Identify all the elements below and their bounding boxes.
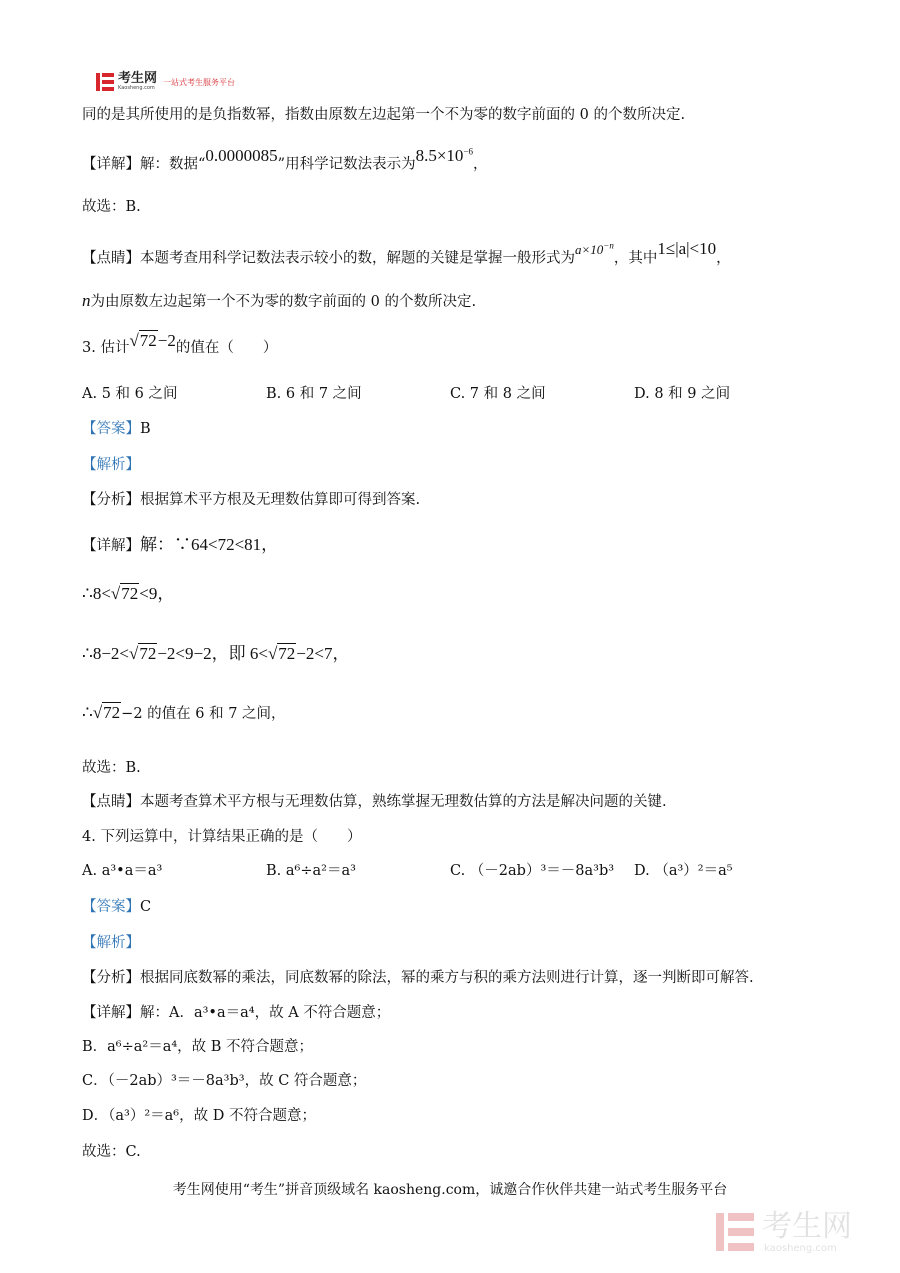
q3-stem: 3. 估计√72−2的值在（ ） (82, 331, 278, 356)
q4-choose: 故选：C. (82, 1144, 141, 1160)
q3-analysis-label: 【解析】 (82, 457, 140, 473)
q2-detail: 【详解】解：数据“0.0000085”用科学记数法表示为$8.5\times 10^{-6}$， (82, 145, 488, 173)
q4-option-a: A. a³•a＝a³ (82, 863, 163, 879)
q4-detail-a: 【详解】解：A．a³•a＝a⁴，故 A 不符合题意； (82, 1005, 391, 1021)
q4-option-b: B. a⁶÷a²＝a³ (266, 863, 356, 879)
logo-icon (96, 73, 114, 91)
radicand: 72 (139, 331, 157, 350)
watermark (716, 1204, 886, 1260)
q4-answer: 【答案】C (82, 899, 152, 915)
q2-line1: 同的是其所使用的是负指数幂，指数由原数左边起第一个不为零的数字前面的 0 的个数所决定. (82, 107, 686, 123)
logo-domain: Kaosheng.com (118, 85, 155, 91)
q3-step3: ∴√72−2 的值在 6 和 7 之间， (82, 703, 286, 722)
q3-step1: ∴8<√72<9， (82, 584, 175, 603)
answer-label: 【答案】 (82, 421, 140, 437)
sci-notation: 8.5×10 (415, 145, 464, 165)
q2-choose: 故选：B. (82, 199, 141, 215)
q4-detail-b: B．a⁶÷a²＝a⁴，故 B 不符合题意； (82, 1039, 314, 1055)
q4-detail-d: D．（a³）²＝a⁶，故 D 不符合题意； (82, 1108, 316, 1124)
q4-option-d: D. （a³）²＝a⁵ (634, 863, 733, 879)
q3-detail: 【详解】解：∵64<72<81， (82, 535, 279, 554)
q4-option-c: C. （－2ab）³＝－8a³b³ (450, 863, 615, 879)
q3-option-c: C. 7 和 8 之间 (450, 386, 546, 402)
detail-label: 【详解】 (82, 156, 140, 173)
answer-value: B (140, 421, 151, 437)
q3-option-a: A. 5 和 6 之间 (82, 386, 178, 402)
q3-answer (82, 418, 151, 440)
q4-detail-c: C．（－2ab）³＝－8a³b³，故 C 符合题意； (82, 1073, 367, 1089)
range-expression: 1≤|a|<10 (657, 239, 717, 259)
watermark-logo-icon (716, 1213, 754, 1251)
variable-n: n (82, 291, 91, 310)
logo-slogan: 一站式考生服务平台 (163, 77, 236, 87)
header-logo (96, 70, 235, 94)
sci-exponent: −6 (463, 146, 474, 156)
detail-text-a: 解：数据“ (140, 156, 206, 173)
q3-step2: ∴8−2<√72−2<9−2，即 6<√72−2<7， (82, 644, 350, 663)
comment-label: 【点睛】 (82, 250, 140, 267)
q4-stem: 4. 下列运算中，计算结果正确的是（ ） (82, 829, 362, 845)
q4-fenxi: 【分析】根据同底数幂的乘法，同底数幂的除法，幂的乘方与积的乘方法则进行计算，逐一判断即可解答. (82, 970, 754, 986)
q3-choose: 故选：B. (82, 760, 141, 776)
detail-text-b: ”用科学记数法表示为 (277, 156, 416, 173)
q3-option-d: D. 8 和 9 之间 (634, 386, 731, 402)
detail-number: 0.0000085 (205, 145, 278, 165)
watermark-name: 考生网 (762, 1208, 852, 1244)
q3-fenxi: 【分析】根据算术平方根及无理数估算即可得到答案. (82, 492, 421, 508)
q2-comment-line2: n为由原数左边起第一个不为零的数字前面的 0 的个数所决定. (82, 291, 477, 310)
q3-option-b: B. 6 和 7 之间 (266, 386, 362, 402)
general-form: a×10 (575, 242, 604, 258)
answer-value: C (140, 899, 152, 915)
q3-comment: 【点睛】本题考查算术平方根与无理数估算，熟练掌握无理数估算的方法是解决问题的关键. (82, 794, 667, 810)
footer-text: 考生网使用“考生”拼音顶级域名 kaosheng.com，诚邀合作伙伴共建一站式考生服务平台 (172, 1182, 728, 1198)
logo-name: 考生网 (118, 71, 158, 86)
q4-analysis-label: 【解析】 (82, 935, 140, 951)
watermark-domain: kaosheng.com (764, 1242, 837, 1254)
q2-comment: 【点睛】本题考查用科学记数法表示较小的数，解题的关键是掌握一般形式为$a\times 10^{-n}$，其中1≤|a|<10， (82, 239, 731, 267)
